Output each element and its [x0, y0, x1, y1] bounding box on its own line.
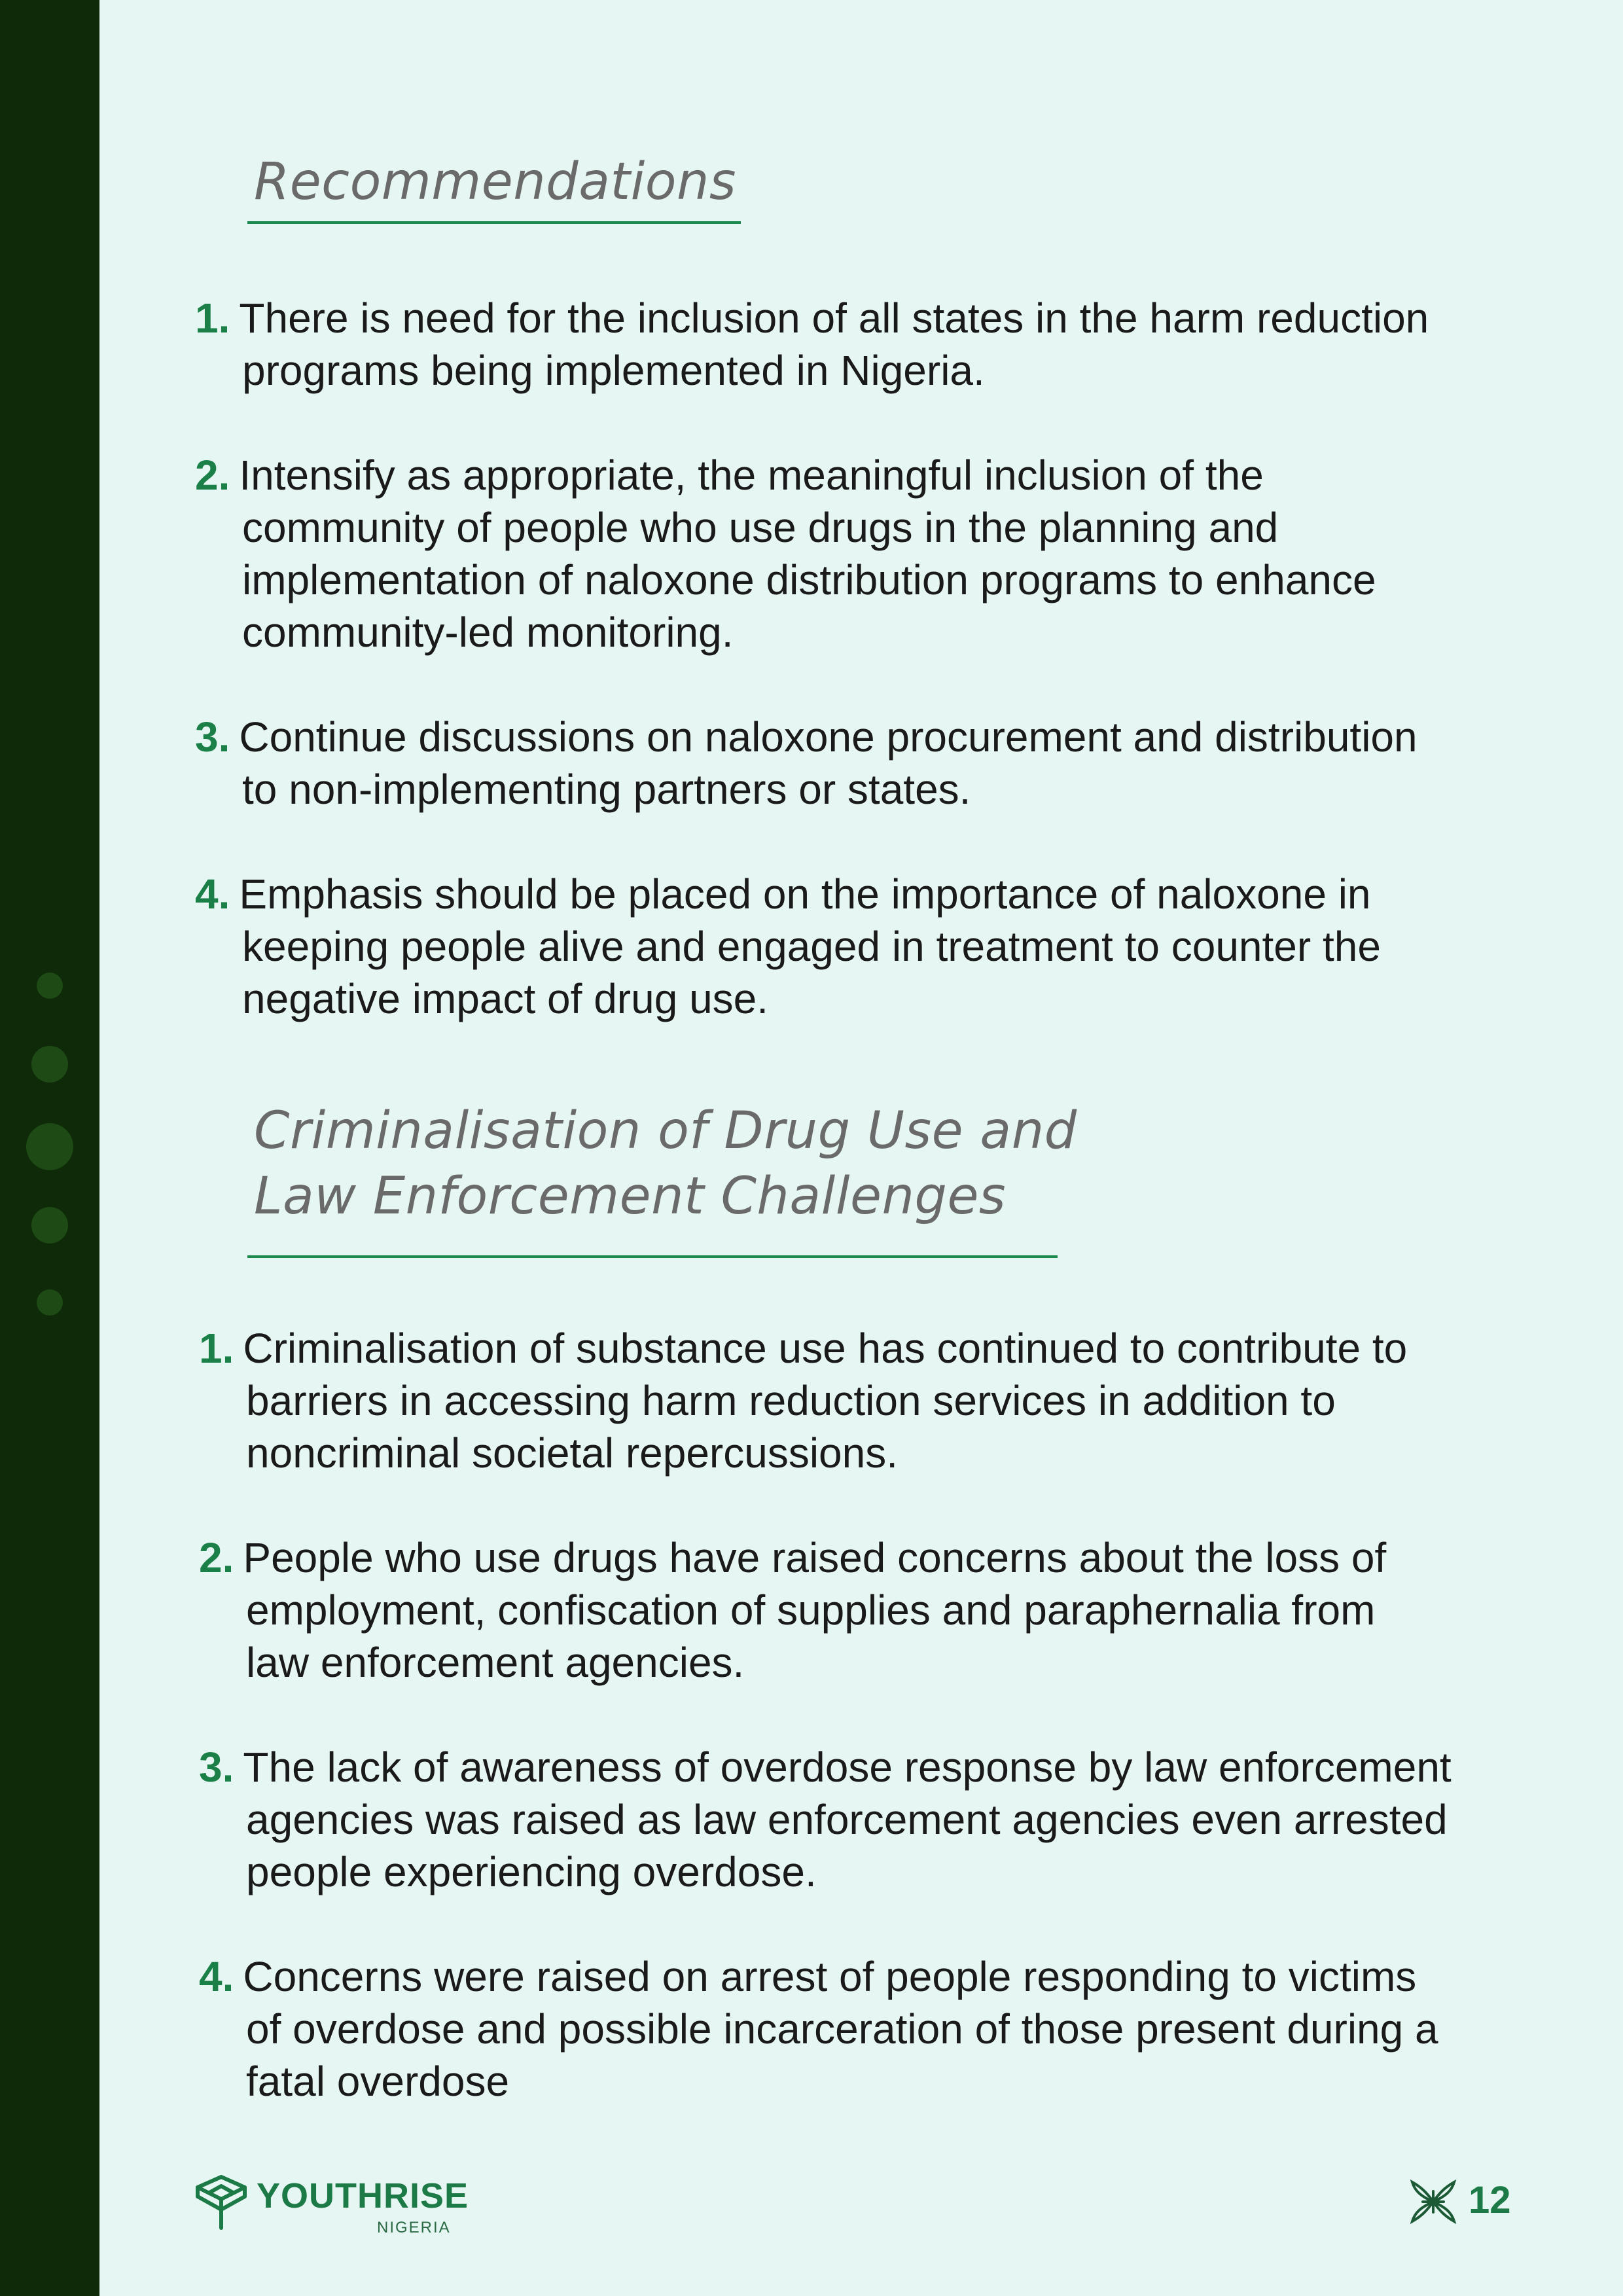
item-text: There is need for the inclusion of all states in the harm reduction [239, 295, 1429, 342]
section-title-recommendations [254, 149, 736, 215]
title-line: Criminalisation of Drug Use and [254, 1102, 1077, 1160]
decorative-dot [31, 1046, 68, 1083]
item-text: keeping people alive and engaged in treatment to counter the [242, 923, 1381, 970]
criminalisation-item-3 [199, 1741, 1452, 1898]
item-text: employment, confiscation of supplies and paraphernalia from [246, 1587, 1376, 1634]
floral-ornament-icon [1407, 2176, 1459, 2228]
item-number: 3. [199, 1744, 234, 1791]
item-text: implementation of naloxone distribution programs to enhance [242, 556, 1376, 603]
item-number: 4. [199, 1953, 234, 2000]
decorative-dot [37, 1289, 63, 1316]
item-text: Continue discussions on naloxone procurement and distribution [239, 713, 1418, 761]
item-text: barriers in accessing harm reduction services in addition to [246, 1377, 1336, 1424]
item-text: programs being implemented in Nigeria. [242, 347, 985, 394]
logo-subtext: NIGERIA [377, 2219, 451, 2236]
item-number: 4. [195, 870, 230, 918]
decorative-dot [26, 1123, 73, 1170]
youthrise-logo-icon [194, 2173, 249, 2232]
item-text: to non-implementing partners or states. [242, 766, 971, 813]
item-number: 1. [195, 295, 230, 342]
item-text: Criminalisation of substance use has continued to contribute to [243, 1325, 1408, 1372]
item-text: agencies was raised as law enforcement agencies even arrested [246, 1796, 1448, 1843]
item-number: 1. [199, 1325, 234, 1372]
criminalisation-item-2 [199, 1532, 1386, 1689]
youthrise-logo [194, 2173, 469, 2238]
logo-text: YOUTHRISE [257, 2176, 469, 2215]
item-text: The lack of awareness of overdose response by law enforcement [243, 1744, 1452, 1791]
item-text: fatal overdose [246, 2058, 510, 2105]
item-text: noncriminal societal repercussions. [246, 1429, 898, 1477]
item-text: Intensify as appropriate, the meaningful inclusion of the [239, 452, 1264, 499]
recommendation-item-2 [195, 449, 1376, 658]
item-text: Concerns were raised on arrest of people responding to victims [243, 1953, 1417, 2000]
item-text: people experiencing overdose. [246, 1848, 817, 1895]
item-text: People who use drugs have raised concerns about the loss of [243, 1534, 1387, 1581]
decorative-dot [37, 973, 63, 999]
item-text: Emphasis should be placed on the importance of naloxone in [239, 870, 1371, 918]
item-number: 3. [195, 713, 230, 761]
item-number: 2. [195, 452, 230, 499]
section-title-criminalisation [254, 1098, 1077, 1229]
recommendation-item-4 [195, 868, 1381, 1025]
recommendation-item-1 [195, 292, 1429, 397]
recommendation-item-3 [195, 711, 1418, 816]
decorative-dot [31, 1207, 68, 1244]
criminalisation-item-4 [199, 1950, 1438, 2108]
title-underline [247, 221, 741, 224]
item-text: law enforcement agencies. [246, 1639, 745, 1686]
page-number: 12 [1469, 2179, 1511, 2221]
item-text: negative impact of drug use. [242, 975, 769, 1022]
item-number: 2. [199, 1534, 234, 1581]
item-text: community-led monitoring. [242, 609, 734, 656]
criminalisation-item-1 [199, 1322, 1407, 1479]
title-underline [247, 1255, 1058, 1258]
item-text: of overdose and possible incarceration of those present during a [246, 2005, 1438, 2053]
item-text: community of people who use drugs in the planning and [242, 504, 1279, 551]
title-line: Recommendations [254, 152, 737, 211]
title-line: Law Enforcement Challenges [254, 1167, 1007, 1226]
